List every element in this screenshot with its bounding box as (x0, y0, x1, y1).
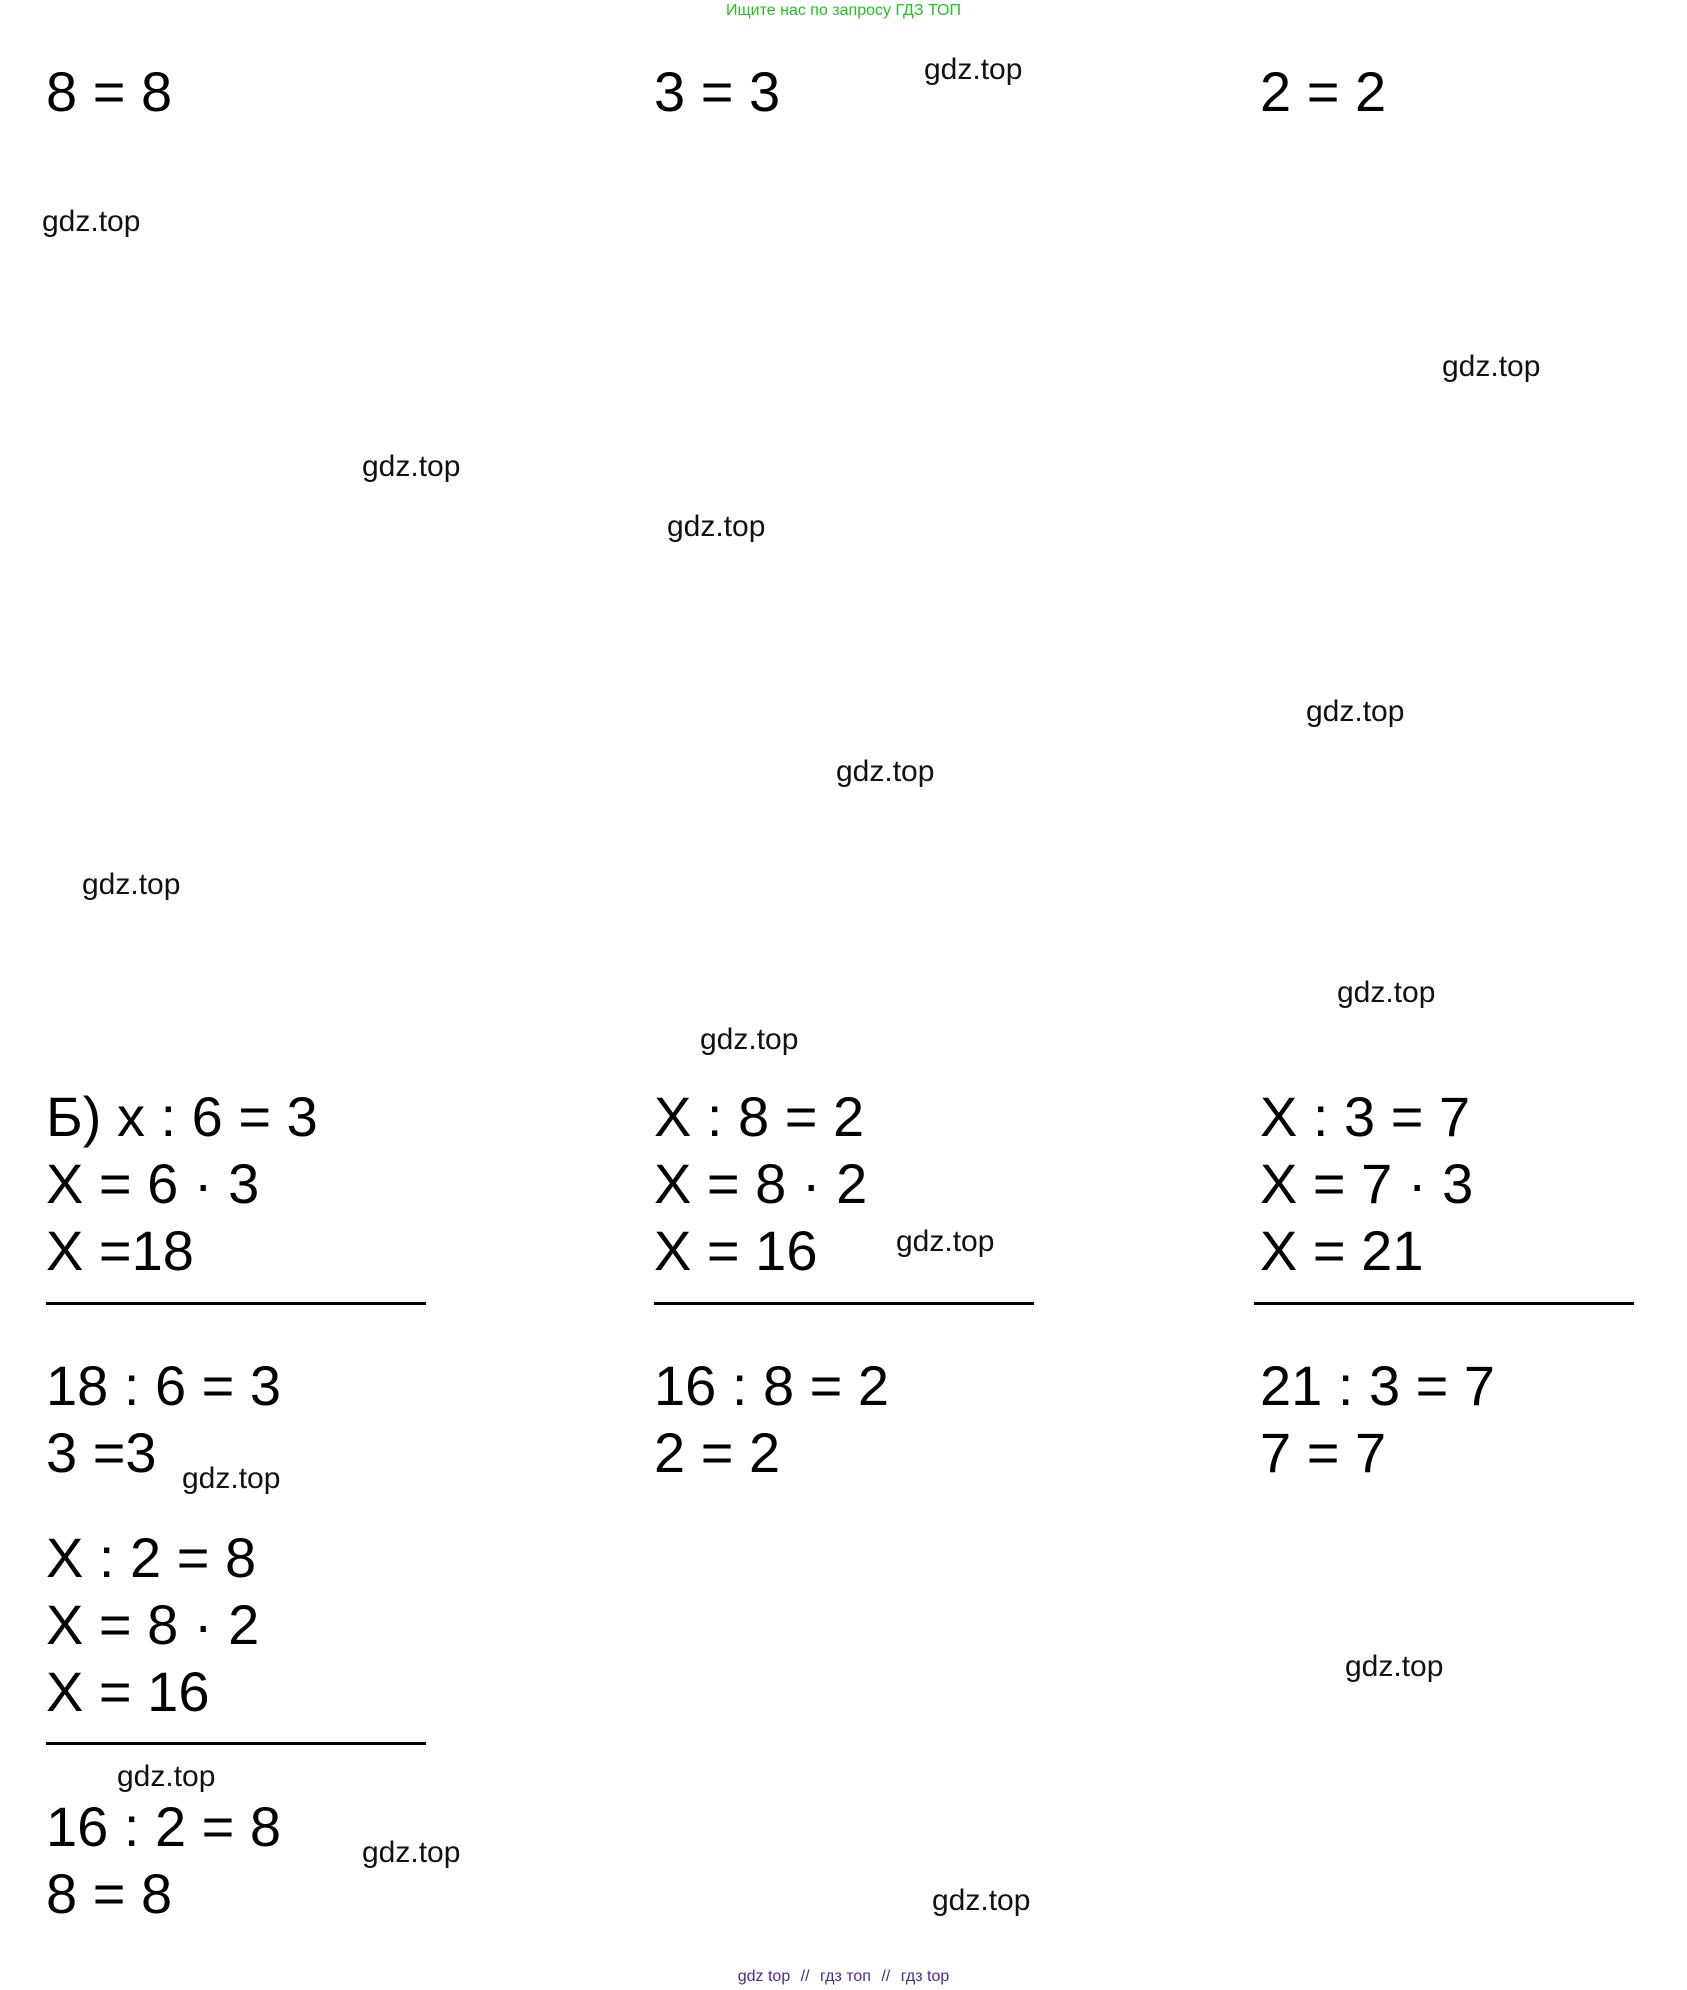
divider-rule (1254, 1302, 1634, 1305)
footer-links (0, 1968, 1687, 1986)
top-equation-2: 3 = 3 (654, 60, 781, 123)
equation-line: X : 3 = 7 (1260, 1085, 1471, 1148)
watermark: gdz.top (1337, 976, 1436, 1009)
check-line: 16 : 8 = 2 (654, 1354, 890, 1417)
watermark: gdz.top (362, 1836, 461, 1869)
check-line: 3 =3 (46, 1421, 157, 1484)
equation-line: Б) x : 6 = 3 (46, 1085, 318, 1148)
watermark: gdz.top (836, 755, 935, 788)
equation-line: X = 8 · 2 (46, 1593, 260, 1656)
footer-separator: // (800, 1968, 810, 1985)
check-line: 16 : 2 = 8 (46, 1795, 282, 1858)
watermark: gdz.top (182, 1462, 281, 1495)
watermark: gdz.top (700, 1023, 799, 1056)
top-equation-1: 8 = 8 (46, 60, 173, 123)
equation-line: X = 6 · 3 (46, 1152, 260, 1215)
divider-rule (654, 1302, 1034, 1305)
watermark: gdz.top (82, 868, 181, 901)
check-line: 21 : 3 = 7 (1260, 1354, 1496, 1417)
top-equation-3: 2 = 2 (1260, 60, 1387, 123)
equation-line: X = 8 · 2 (654, 1152, 868, 1215)
footer-link[interactable]: гдз топ (820, 1968, 871, 1985)
header-search-hint: Ищите нас по запросу ГДЗ ТОП (726, 2, 961, 19)
equation-line: X = 21 (1260, 1219, 1424, 1282)
check-line: 2 = 2 (654, 1421, 781, 1484)
divider-rule (46, 1302, 426, 1305)
watermark: gdz.top (1442, 350, 1541, 383)
check-line: 8 = 8 (46, 1862, 173, 1925)
equation-line: X = 16 (46, 1660, 210, 1723)
equation-line: X : 8 = 2 (654, 1085, 865, 1148)
watermark: gdz.top (924, 53, 1023, 86)
watermark: gdz.top (1306, 695, 1405, 728)
equation-line: X = 16 (654, 1219, 818, 1282)
watermark: gdz.top (667, 510, 766, 543)
equation-line: X =18 (46, 1219, 194, 1282)
footer-link[interactable]: гдз top (900, 1968, 950, 1985)
watermark: gdz.top (1345, 1650, 1444, 1683)
watermark: gdz.top (42, 205, 141, 238)
watermark: gdz.top (117, 1760, 216, 1793)
equation-line: X = 7 · 3 (1260, 1152, 1474, 1215)
check-line: 7 = 7 (1260, 1421, 1387, 1484)
divider-rule (46, 1742, 426, 1745)
footer-link[interactable]: gdz top (737, 1968, 791, 1985)
check-line: 18 : 6 = 3 (46, 1354, 282, 1417)
watermark: gdz.top (362, 450, 461, 483)
equation-line: X : 2 = 8 (46, 1526, 257, 1589)
watermark: gdz.top (932, 1884, 1031, 1917)
watermark: gdz.top (896, 1225, 995, 1258)
footer-separator: // (881, 1968, 891, 1985)
